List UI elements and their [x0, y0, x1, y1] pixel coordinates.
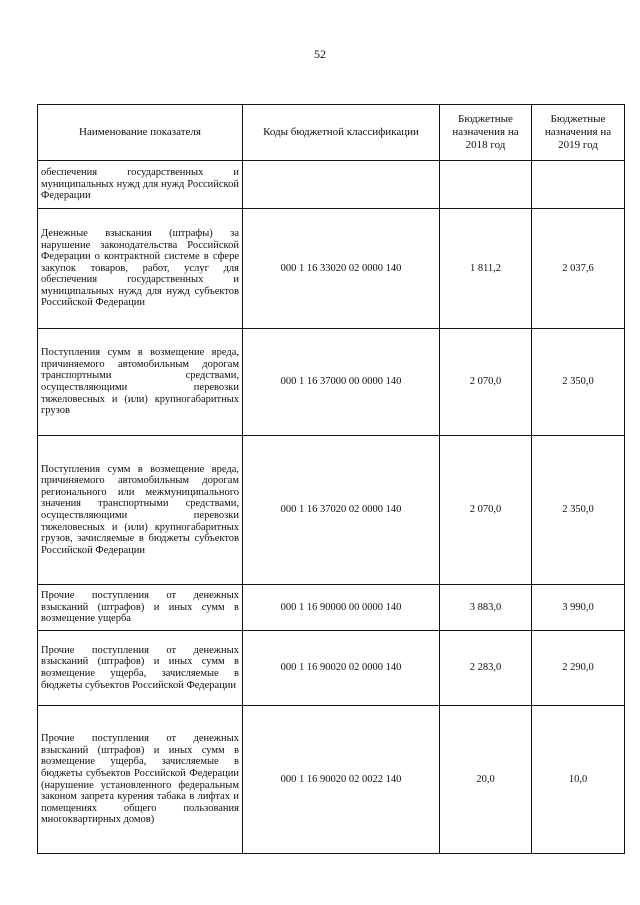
- header-code: Коды бюджетной классификации: [243, 105, 440, 161]
- row-2019: 2 350,0: [532, 436, 625, 585]
- row-code: 000 1 16 37000 00 0000 140: [243, 329, 440, 436]
- table-row: [38, 585, 625, 631]
- row-2019: 2 350,0: [532, 329, 625, 436]
- row-code: 000 1 16 90000 00 0000 140: [243, 585, 440, 631]
- row-code: 000 1 16 90020 02 0022 140: [243, 706, 440, 854]
- table-row: [38, 329, 625, 436]
- row-name: Поступления сумм в возмещение вреда, причиняемого автомобильным дорогам транспортными средствами, осуществляющими перевозки тяжеловесных и (или) крупногабаритных грузов: [38, 329, 243, 436]
- table-row: [38, 436, 625, 585]
- header-2018: Бюджетные назначения на 2018 год: [440, 105, 532, 161]
- row-2018: 2 070,0: [440, 436, 532, 585]
- row-code: [243, 161, 440, 209]
- row-name: Прочие поступления от денежных взысканий (штрафов) и иных сумм в возмещение ущерба: [38, 585, 243, 631]
- table-row: [38, 631, 625, 706]
- page-number: 52: [314, 47, 326, 61]
- header-2019: Бюджетные назначения на 2019 год: [532, 105, 625, 161]
- row-name: Поступления сумм в возмещение вреда, причиняемого автомобильным дорогам регионального или межмуниципального значения транспортными средствами, осуществляющими перевозки тяжеловесных и (или) крупногабаритных грузов, зачисляемые в бюджеты субъектов Российской Федерации: [38, 436, 243, 585]
- row-2018: 3 883,0: [440, 585, 532, 631]
- row-name: Прочие поступления от денежных взысканий (штрафов) и иных сумм в возмещение ущерба, зачисляемые в бюджеты субъектов Российской Федерации: [38, 631, 243, 706]
- row-2018: 20,0: [440, 706, 532, 854]
- row-code: 000 1 16 90020 02 0000 140: [243, 631, 440, 706]
- table-row: [38, 706, 625, 854]
- row-code: 000 1 16 33020 02 0000 140: [243, 209, 440, 329]
- row-2018: 2 283,0: [440, 631, 532, 706]
- row-name: Денежные взыскания (штрафы) за нарушение законодательства Российской Федерации о контрактной системе в сфере закупок товаров, работ, услуг для обеспечения государственных и муниципальных нужд для нужд субъектов Российской Федерации: [38, 209, 243, 329]
- row-2019: 2 037,6: [532, 209, 625, 329]
- table-header-row: [38, 105, 625, 161]
- row-2019: 2 290,0: [532, 631, 625, 706]
- row-name: Прочие поступления от денежных взысканий (штрафов) и иных сумм в возмещение ущерба, зачисляемые в бюджеты субъектов Российской Федерации (нарушение установленного федеральным законом запрета курения табака в лифтах и помещениях общего пользования многоквартирных домов): [38, 706, 243, 854]
- row-2019: 3 990,0: [532, 585, 625, 631]
- row-2019: 10,0: [532, 706, 625, 854]
- header-name: Наименование показателя: [38, 105, 243, 161]
- row-name: обеспечения государственных и муниципальных нужд для нужд Российской Федерации: [38, 161, 243, 209]
- row-code: 000 1 16 37020 02 0000 140: [243, 436, 440, 585]
- row-2019: [532, 161, 625, 209]
- table-row: [38, 209, 625, 329]
- row-2018: [440, 161, 532, 209]
- row-2018: 1 811,2: [440, 209, 532, 329]
- budget-table: [37, 104, 625, 854]
- table-row: [38, 161, 625, 209]
- row-2018: 2 070,0: [440, 329, 532, 436]
